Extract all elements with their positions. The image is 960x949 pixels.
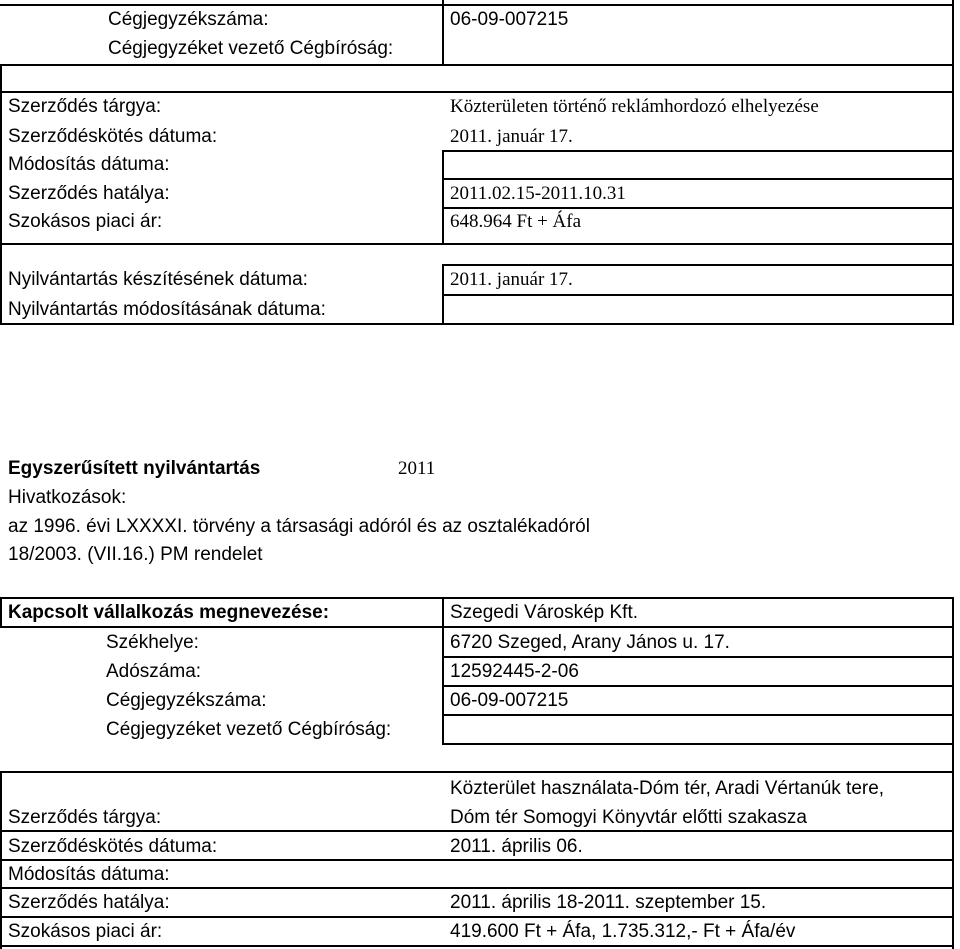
related-seat-value: 6720 Szeged, Arany János u. 17. (450, 632, 730, 653)
related-contract-subject-label: Szerződés tárgya: (8, 807, 162, 828)
related-signing-date-label: Szerződéskötés dátuma: (8, 836, 218, 857)
related-effect-value: 2011. április 18-2011. szeptember 15. (450, 892, 767, 913)
grid-line (0, 323, 954, 325)
court-label: Cégjegyzéket vezető Cégbíróság: (108, 38, 394, 59)
related-contract-subject-line2: Dóm tér Somogyi Könyvtár előtti szakasza (450, 807, 807, 828)
contract-subject-label: Szerződés tárgya: (8, 96, 162, 117)
reference-1: az 1996. évi LXXXXI. törvény a társasági adóról és az osztalékadóról (8, 516, 590, 537)
related-court-label: Cégjegyzéket vezető Cégbíróság: (106, 719, 392, 740)
related-market-price-label: Szokásos piaci ár: (8, 921, 163, 942)
market-price-label: Szokásos piaci ár: (8, 211, 163, 232)
contract-subject-value: Közterületen történő reklámhordozó elhelyezése (450, 96, 819, 117)
signing-date-value: 2011. január 17. (450, 126, 573, 147)
grid-line (0, 4, 954, 6)
related-effect-label: Szerződés hatálya: (8, 892, 170, 913)
related-modification-date-label: Módosítás dátuma: (8, 864, 170, 885)
modification-date-label: Módosítás dátuma: (8, 154, 170, 175)
grid-line (0, 626, 954, 628)
summary-year: 2011 (398, 458, 436, 479)
related-signing-date-value: 2011. április 06. (450, 836, 583, 857)
grid-line (0, 771, 954, 773)
grid-line (0, 64, 954, 66)
grid-line (0, 945, 954, 947)
related-seat-label: Székhelye: (106, 632, 199, 653)
grid-line (442, 714, 954, 716)
related-tax-value: 12592445-2-06 (450, 661, 579, 682)
grid-line (442, 294, 954, 296)
record-created-value: 2011. január 17. (450, 269, 573, 290)
grid-line (0, 859, 954, 861)
grid-line (952, 0, 954, 325)
reference-2: 18/2003. (VII.16.) PM rendelet (8, 544, 263, 565)
signing-date-label: Szerződéskötés dátuma: (8, 126, 218, 147)
grid-line (0, 830, 954, 832)
grid-line (442, 207, 954, 209)
grid-line (0, 64, 2, 325)
summary-title: Egyszerűsített nyilvántartás (8, 458, 261, 479)
market-price-value: 648.964 Ft + Áfa (450, 211, 582, 232)
grid-line (442, 656, 954, 658)
effect-label: Szerződés hatálya: (8, 183, 170, 204)
grid-line (0, 597, 2, 627)
related-contract-subject-line1: Közterület használata-Dóm tér, Aradi Vértanúk tere, (450, 778, 885, 799)
company-reg-value: 06-09-007215 (450, 9, 569, 30)
grid-line (0, 916, 954, 918)
effect-value: 2011.02.15-2011.10.31 (450, 183, 626, 204)
grid-line (442, 743, 954, 745)
grid-line (0, 91, 954, 93)
related-market-price-value: 419.600 Ft + Áfa, 1.735.312,- Ft + Áfa/év (450, 921, 796, 942)
related-tax-label: Adószáma: (106, 661, 202, 682)
company-reg-label: Cégjegyzékszáma: (108, 9, 269, 30)
grid-line (442, 264, 954, 266)
grid-line (442, 150, 444, 245)
related-company-reg-label: Cégjegyzékszáma: (106, 690, 267, 711)
grid-line (442, 685, 954, 687)
related-name-label: Kapcsolt vállalkozás megnevezése: (8, 602, 330, 623)
grid-line (0, 887, 954, 889)
grid-line (442, 150, 954, 152)
grid-line (0, 243, 954, 245)
references-label: Hivatkozások: (8, 487, 127, 508)
grid-line (0, 597, 954, 599)
grid-line (442, 178, 954, 180)
record-created-label: Nyilvántartás készítésének dátuma: (8, 269, 308, 290)
grid-line (442, 597, 444, 745)
related-company-reg-value: 06-09-007215 (450, 690, 569, 711)
grid-line (442, 0, 444, 66)
related-name-value: Szegedi Városkép Kft. (450, 602, 638, 623)
grid-line (952, 597, 954, 949)
record-modified-label: Nyilvántartás módosításának dátuma: (8, 299, 326, 320)
